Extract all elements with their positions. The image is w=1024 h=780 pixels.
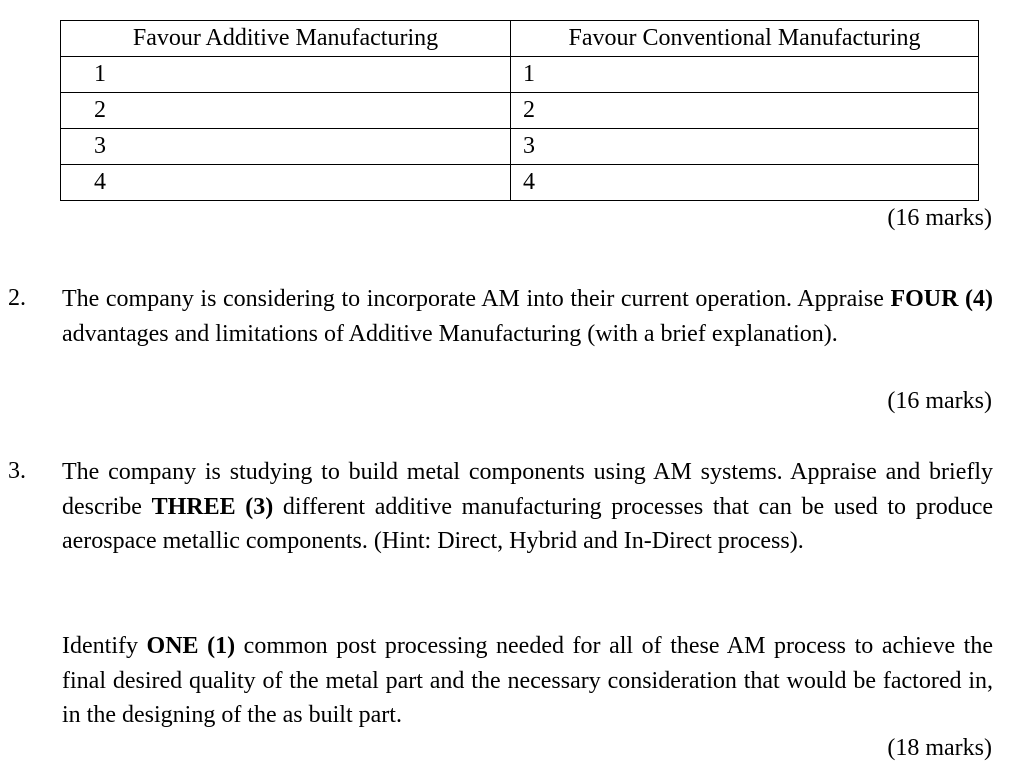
q3-p2-after: common post processing needed for all of these AM process to achieve the final desired quality of the metal part and the necessary consideration that would be factored in, in the designing of the as built part. bbox=[62, 633, 993, 728]
question-2-marks: (16 marks) bbox=[887, 388, 992, 414]
table-marks: (16 marks) bbox=[887, 205, 992, 231]
q3-p2-before: Identify bbox=[62, 633, 147, 659]
question-3-marks: (18 marks) bbox=[887, 735, 992, 761]
additive-cell: 4 bbox=[61, 165, 511, 201]
q3-p1-after: different additive manufacturing processes that can be used to produce aerospace metallic components. (Hint: Direct, Hybrid and In-Direct process). bbox=[62, 493, 993, 554]
table-row bbox=[61, 57, 979, 93]
question-3-number: 3. bbox=[8, 458, 26, 484]
table-row bbox=[61, 93, 979, 129]
additive-cell: 3 bbox=[61, 129, 511, 165]
q2-text-before: The company is considering to incorporate AM into their current operation. Appraise bbox=[62, 286, 891, 312]
q3-p1-before: The company is studying to build metal components using AM systems. Appraise and briefly describe bbox=[62, 459, 993, 520]
comparison-table bbox=[60, 20, 979, 201]
additive-cell: 1 bbox=[61, 57, 511, 93]
conventional-cell: 3 bbox=[511, 129, 979, 165]
header-additive: Favour Additive Manufacturing bbox=[61, 21, 511, 57]
table-header-row bbox=[61, 21, 979, 57]
question-2-number: 2. bbox=[8, 285, 26, 311]
q2-text-after: advantages and limitations of Additive Manufacturing (with a brief explanation). bbox=[62, 320, 838, 347]
conventional-cell: 4 bbox=[511, 165, 979, 201]
q2-bold: FOUR (4) bbox=[890, 286, 994, 312]
question-3-text bbox=[62, 455, 993, 559]
header-conventional: Favour Conventional Manufacturing bbox=[511, 21, 979, 57]
q3-p2-bold: ONE (1) bbox=[146, 633, 236, 659]
conventional-cell: 2 bbox=[511, 93, 979, 129]
table-row bbox=[61, 165, 979, 201]
question-3-subtext bbox=[62, 629, 993, 733]
question-2-text bbox=[62, 282, 993, 351]
conventional-cell: 1 bbox=[511, 57, 979, 93]
q3-p1-bold: THREE (3) bbox=[151, 493, 274, 520]
additive-cell: 2 bbox=[61, 93, 511, 129]
table-row bbox=[61, 129, 979, 165]
